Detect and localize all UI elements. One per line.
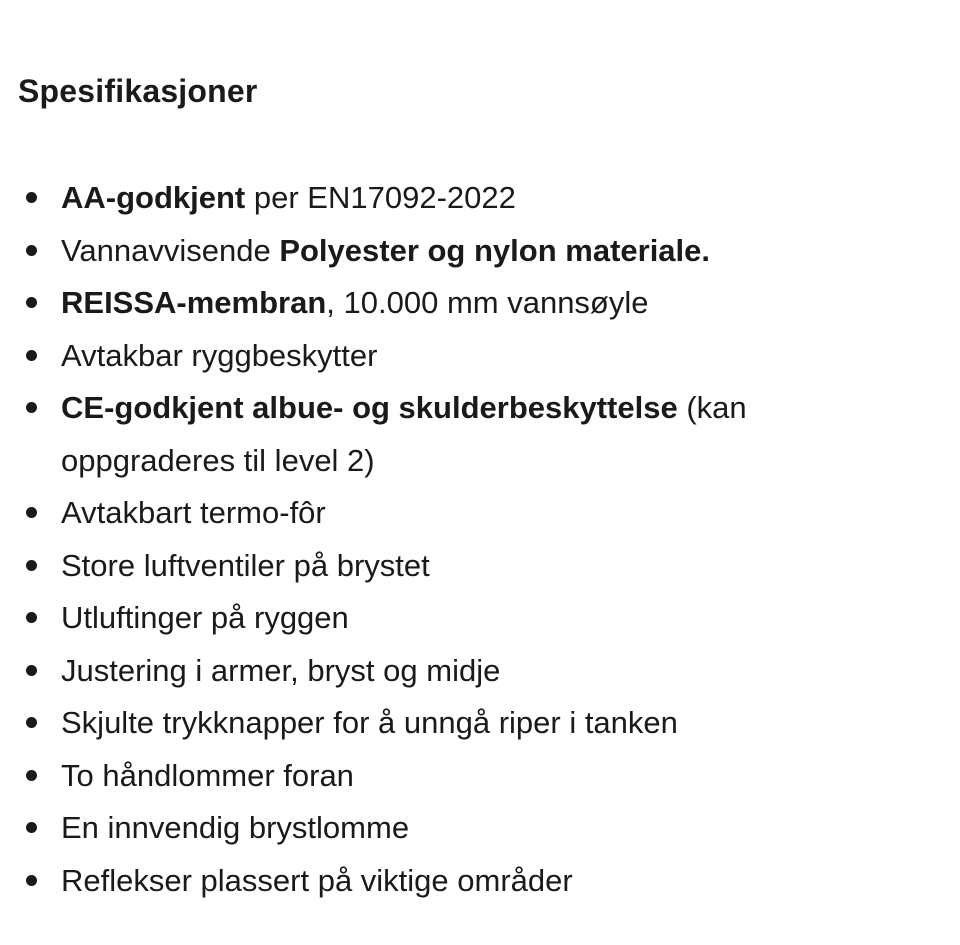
item-text: Utluftinger på ryggen bbox=[61, 600, 349, 635]
bullet-icon bbox=[26, 350, 37, 361]
list-item bbox=[18, 802, 818, 855]
list-item bbox=[18, 540, 818, 593]
bullet-icon bbox=[26, 192, 37, 203]
item-text: , 10.000 mm vannsøyle bbox=[326, 285, 649, 320]
bullet-icon bbox=[26, 507, 37, 518]
item-text: Vannavvisende bbox=[61, 232, 280, 268]
item-text: (kan oppgraderes til level 2) bbox=[61, 390, 747, 478]
bullet-icon bbox=[26, 875, 37, 886]
bullet-icon bbox=[26, 402, 37, 413]
item-text: per EN17092-2022 bbox=[245, 180, 516, 215]
item-text: To håndlommer foran bbox=[61, 757, 354, 793]
bullet-icon bbox=[26, 822, 37, 833]
bullet-icon bbox=[26, 612, 37, 623]
item-bold-text: AA-godkjent bbox=[61, 180, 246, 215]
list-item bbox=[18, 330, 818, 383]
bullet-icon bbox=[26, 770, 37, 781]
item-bold-text: REISSA-membran bbox=[61, 285, 327, 320]
bullet-icon bbox=[26, 665, 37, 676]
list-item bbox=[18, 277, 818, 330]
section-heading: Spesifikasjoner bbox=[18, 73, 258, 109]
list-item bbox=[18, 855, 818, 908]
list-item bbox=[18, 750, 818, 803]
item-text: En innvendig brystlomme bbox=[61, 810, 410, 845]
list-item bbox=[18, 487, 818, 540]
list-item bbox=[18, 697, 818, 750]
spec-list bbox=[18, 172, 960, 907]
item-text: Reflekser plassert på viktige områder bbox=[61, 862, 573, 898]
list-item bbox=[18, 382, 818, 487]
list-item bbox=[18, 225, 818, 278]
bullet-icon bbox=[26, 560, 37, 571]
item-text: Justering i armer, bryst og midje bbox=[61, 652, 501, 688]
item-text: Store luftventiler på brystet bbox=[61, 547, 430, 583]
bullet-icon bbox=[26, 245, 37, 256]
bullet-icon bbox=[26, 297, 37, 308]
item-text: Avtakbar ryggbeskytter bbox=[61, 337, 378, 373]
item-bold-text: Polyester og nylon materiale. bbox=[279, 232, 711, 268]
list-item bbox=[18, 645, 818, 698]
item-text: Avtakbart termo-fôr bbox=[61, 495, 326, 530]
list-item bbox=[18, 172, 818, 225]
item-text: Skjulte trykknapper for å unngå riper i tanken bbox=[61, 705, 678, 740]
list-item bbox=[18, 592, 818, 645]
item-bold-text: CE-godkjent albue- og skulderbeskyttelse bbox=[61, 390, 678, 425]
bullet-icon bbox=[26, 717, 37, 728]
